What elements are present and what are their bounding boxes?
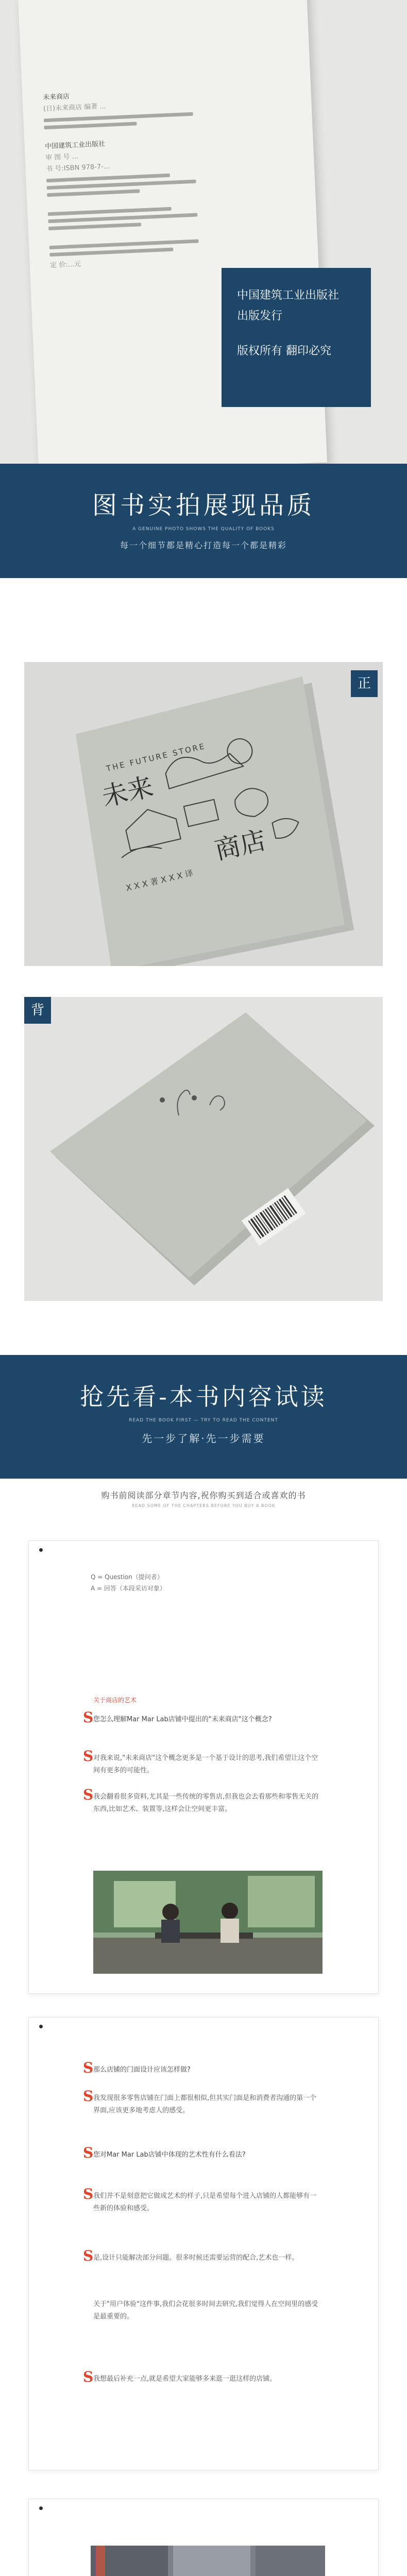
- qa-paragraph: S 那么店铺的门面设计应该怎样做?: [83, 2059, 191, 2076]
- front-tag: 正: [351, 670, 378, 697]
- publisher-name: 中国建筑工业出版社: [237, 289, 340, 302]
- copyright-text-block: [43, 83, 267, 272]
- copyright-text-placeholder: [44, 122, 137, 129]
- preview-title: 抢先看-本书内容试读: [80, 1383, 327, 1411]
- qa-paragraph: S 您怎么理解Mar Mar Lab店铺中提出的"未来商店"这个概念?: [83, 1709, 272, 1726]
- back-cover-illustration: [24, 997, 383, 1301]
- qa-paragraph: S 我会翻看很多资料,尤其是一些传统的零售店,但我也会去看那些和零售无关的东西,比如艺术、装置等,这样会让空间更丰富。: [83, 1786, 319, 1813]
- copyright-line: 定 价:...元: [49, 260, 81, 269]
- cover-title-1: 未来: [99, 771, 156, 812]
- qa-paragraph: S 您对Mar Mar Lab店铺中体现的艺术性有什么看法?: [83, 2144, 246, 2161]
- copyright-photo-section: [0, 0, 407, 464]
- speaker-legend-q: Q = Question（提问者）: [91, 1573, 163, 1581]
- copyright-line: 中国建筑工业出版社: [44, 140, 106, 151]
- copyright-line: 未来商店: [42, 93, 70, 102]
- preview-page-2: [28, 2017, 379, 2470]
- preview-intro-en: READ SOME OF THE CHAPTERS BEFORE YOU BUY A BOOK: [131, 1503, 276, 1508]
- cafe-scene: [93, 1871, 323, 1974]
- qa-paragraph: 关于"用户体验"这件事,我们会花很多时间去研究,我们觉得人在空间里的感受是最重要的。: [93, 2300, 318, 2320]
- storefront-street-photo: [91, 2546, 325, 2576]
- s-mark-icon: S: [83, 2368, 94, 2385]
- banner-title-en: A GENUINE PHOTO SHOWS THE QUALITY OF BOOKS: [132, 527, 275, 532]
- copyright-text-placeholder: [47, 189, 140, 197]
- page-marker-dot: [39, 1548, 43, 1552]
- page-marker-dot: [39, 2506, 43, 2510]
- section-note-title: 关于商店的艺术: [93, 1697, 137, 1704]
- preview-banner: [0, 1355, 407, 1479]
- page-marker-dot: [39, 2025, 43, 2028]
- copyright-line: 书 号:ISBN 978-7-...: [45, 162, 110, 174]
- s-mark-icon: S: [83, 1786, 94, 1803]
- s-mark-icon: S: [83, 1748, 94, 1765]
- rights-notice: 版权所有 翻印必究: [237, 345, 331, 358]
- cover-title-2: 商店: [212, 825, 269, 866]
- copyright-line: (日)未来商店 编著 ...: [43, 102, 107, 113]
- banner-title: 图书实拍展现品质: [92, 491, 315, 520]
- qa-paragraph: S 我发现很多零售店铺在门面上都很相似,但其实门面是和消费者沟通的第一个界面,应该更多地考虑人的感受。: [83, 2088, 317, 2114]
- preview-page-3: [28, 2499, 379, 2576]
- s-mark-icon: S: [83, 1709, 94, 1726]
- s-mark-icon: S: [83, 2088, 94, 2105]
- speaker-legend-a: A = 回答（本段采访对象）: [91, 1585, 166, 1592]
- front-cover-illustration: [24, 662, 383, 966]
- preview-title-en: READ THE BOOK FIRST — TRY TO READ THE CONTENT: [129, 1418, 278, 1423]
- cover-title-en: THE FUTURE STORE: [105, 741, 207, 773]
- cafe-interview-photo: [93, 1871, 323, 1974]
- publisher-overlay: [222, 268, 371, 407]
- qa-paragraph: S 我想最后补充一点,就是希望大家能够多来逛一逛这样的店铺。: [83, 2368, 277, 2385]
- front-cover-photo: [24, 662, 383, 966]
- storefront-street-scene: [91, 2546, 325, 2576]
- s-mark-icon: S: [83, 2059, 94, 2076]
- cover-author: X X X 著 X X X 译: [125, 868, 194, 893]
- s-mark-icon: S: [83, 2185, 94, 2202]
- book-photo-banner: [0, 464, 407, 578]
- preview-intro: 购书前阅读部分章节内容,祝你购买到适合或喜欢的书: [101, 1490, 306, 1500]
- preview-page-1: [28, 1540, 379, 1994]
- copyright-line: 审 图 号 ...: [45, 152, 79, 162]
- copyright-text-placeholder: [48, 223, 141, 230]
- qa-paragraph: S 对我来说,"未来商店"这个概念更多是一个基于设计的思考,我们希望让这个空间有更多的可能性。: [83, 1748, 318, 1774]
- publisher-role: 出版发行: [237, 310, 283, 323]
- banner-subtitle: 每一个细节都是精心打造每一个都是精彩: [120, 540, 287, 550]
- s-mark-icon: S: [83, 2247, 94, 2264]
- qa-paragraph: S 是,设计只能解决部分问题。很多时候还需要运营的配合,艺术也一样。: [83, 2247, 299, 2264]
- preview-subtitle: 先一步了解·先一步需要: [142, 1432, 265, 1445]
- back-cover-photo: [24, 997, 383, 1301]
- back-tag: 背: [24, 997, 51, 1024]
- s-mark-icon: S: [83, 2144, 94, 2161]
- qa-paragraph: S 我们并不是刻意把它做成艺术的样子,只是希望每个进入店铺的人都能够有一些新的体验和感受。: [83, 2185, 317, 2212]
